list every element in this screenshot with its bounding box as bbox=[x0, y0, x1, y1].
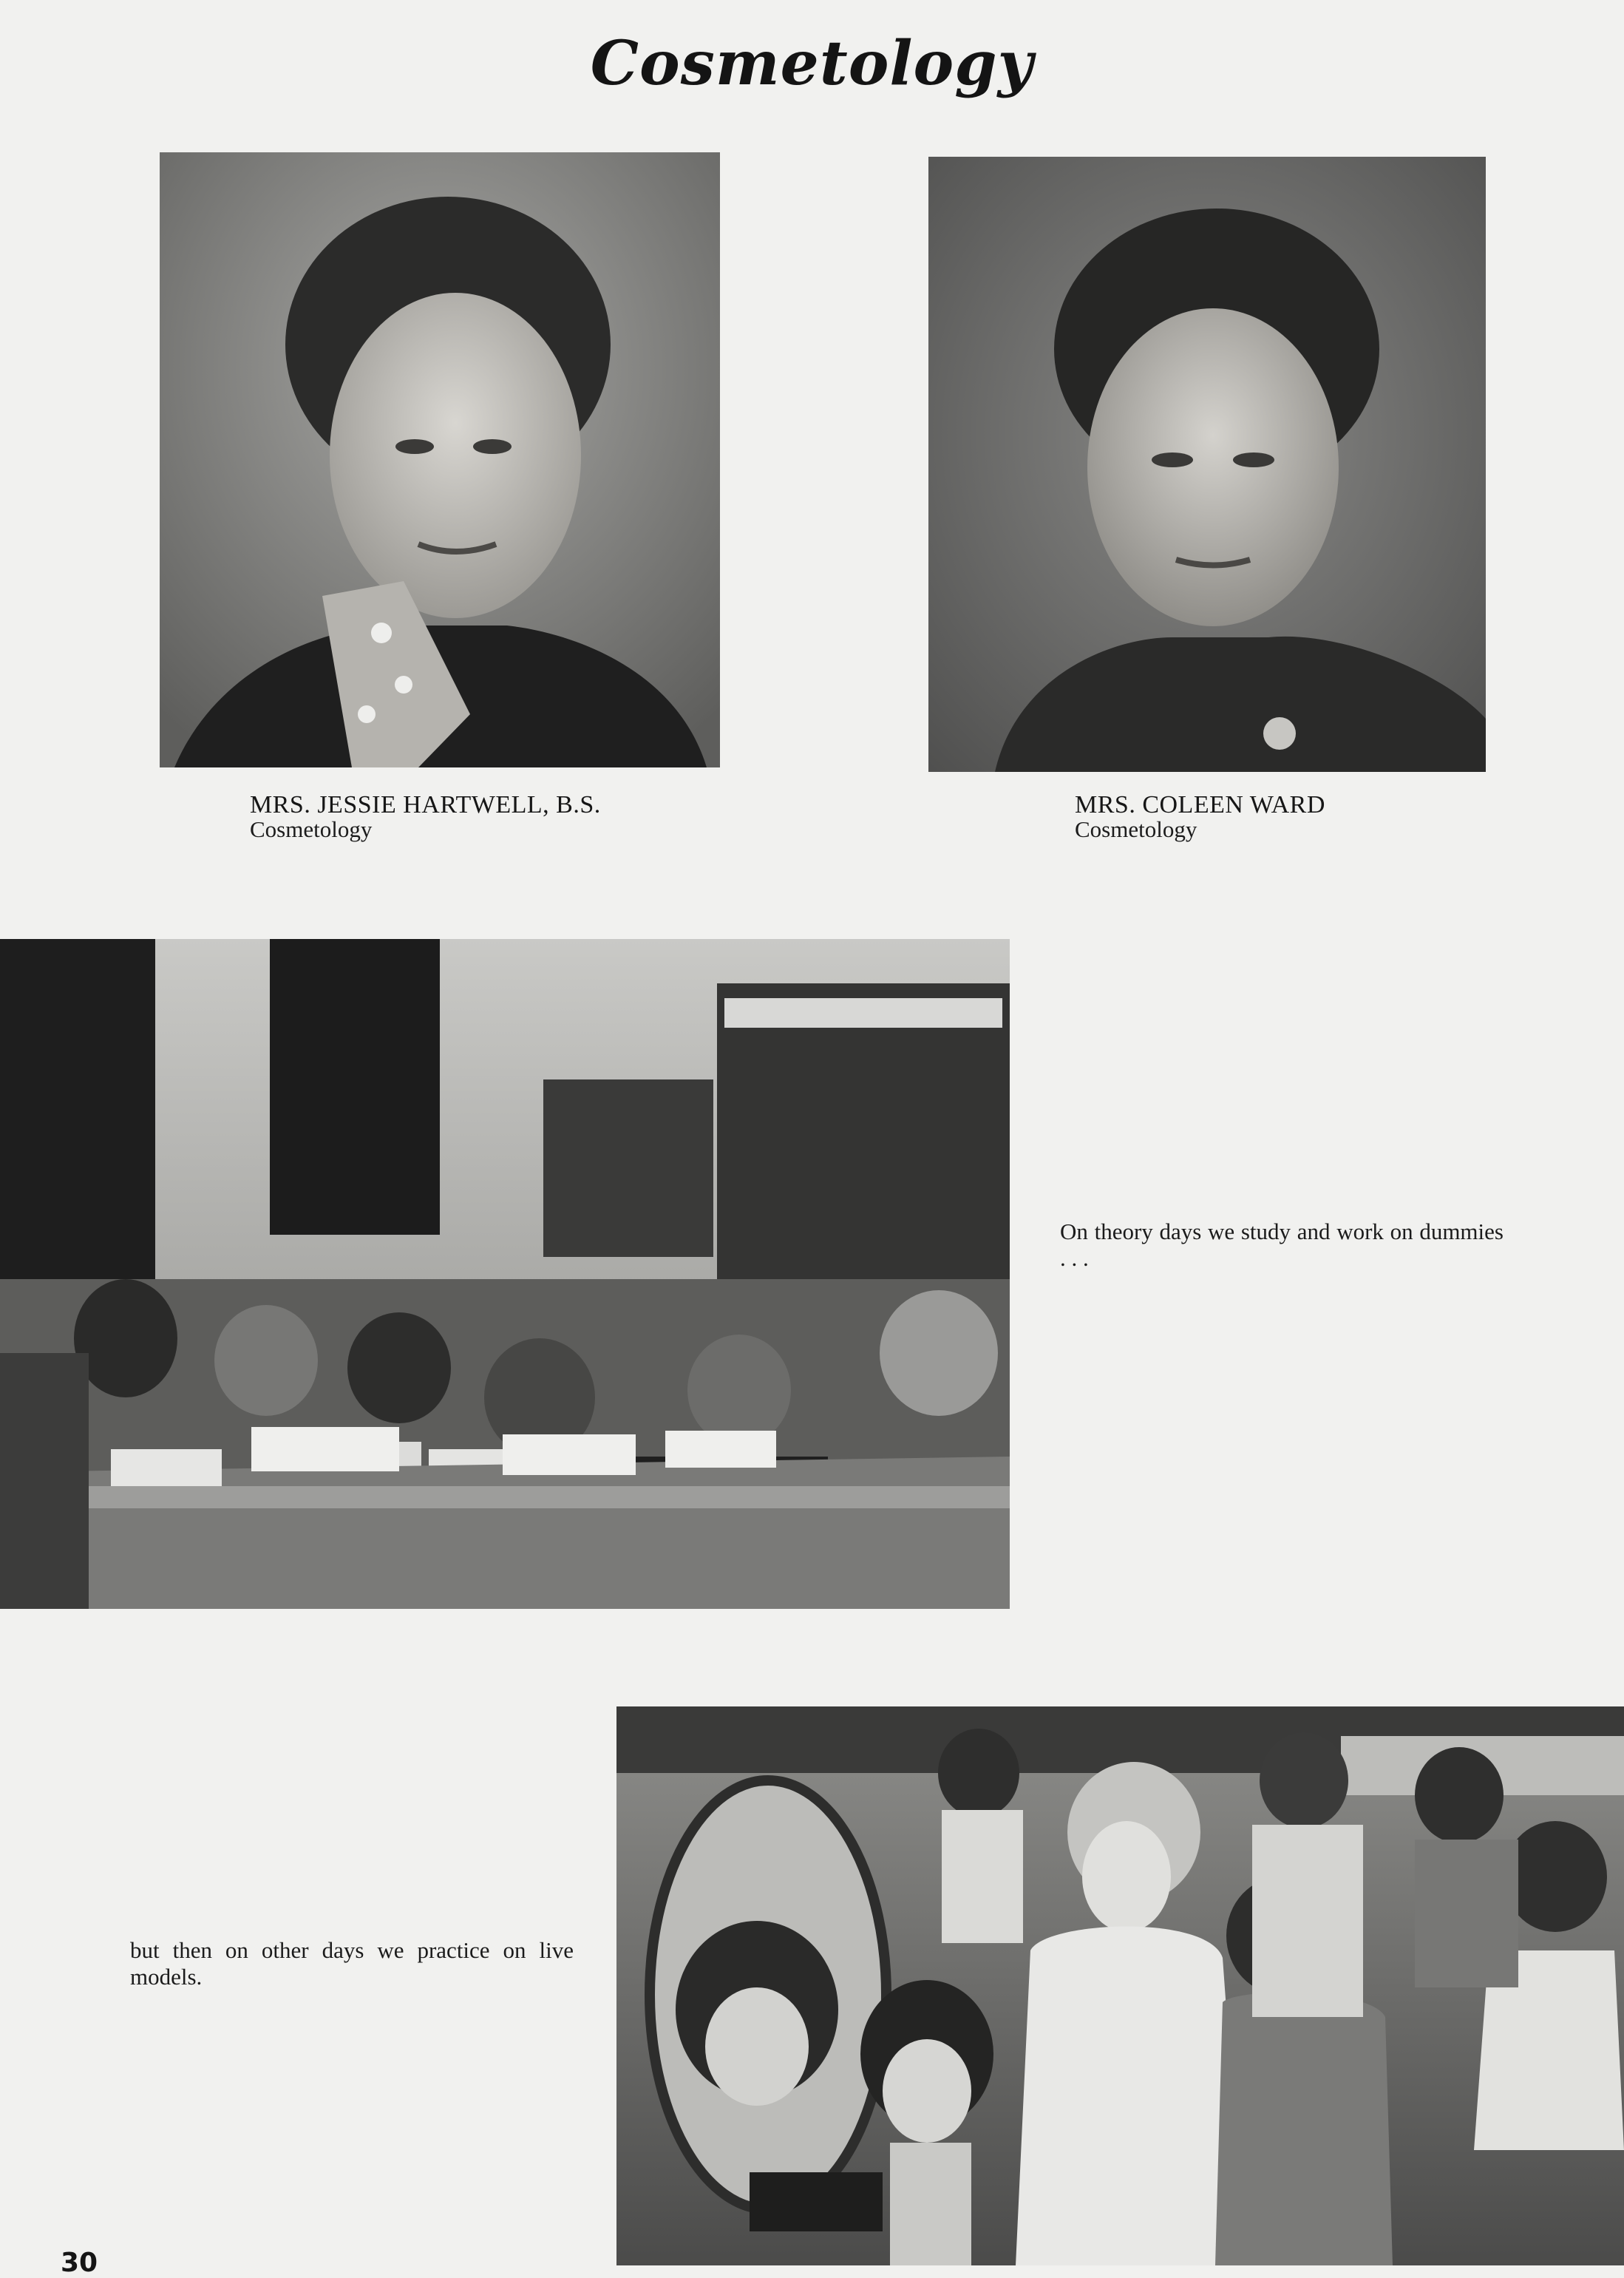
salon-photo-icon bbox=[616, 1706, 1624, 2265]
faculty-name: MRS. JESSIE HARTWELL, B.S. bbox=[250, 791, 601, 818]
classroom-caption: On theory days we study and work on dummies . . . bbox=[1060, 1218, 1504, 1271]
faculty-department: Cosmetology bbox=[1075, 816, 1197, 842]
page-title: Cosmetology bbox=[590, 28, 1034, 99]
portrait-photo-hartwell bbox=[160, 152, 720, 767]
page-number: 30 bbox=[61, 2248, 98, 2278]
classroom-photo-icon bbox=[0, 939, 1010, 1609]
portrait-photo-icon bbox=[928, 157, 1486, 772]
salon-caption: but then on other days we practice on live models. bbox=[130, 1937, 574, 1990]
salon-photo bbox=[616, 1706, 1624, 2265]
classroom-photo bbox=[0, 939, 1010, 1609]
faculty-name: MRS. COLEEN WARD bbox=[1075, 791, 1325, 818]
faculty-department: Cosmetology bbox=[250, 816, 373, 842]
portrait-photo-icon bbox=[160, 152, 720, 767]
portrait-photo-ward bbox=[928, 157, 1486, 772]
